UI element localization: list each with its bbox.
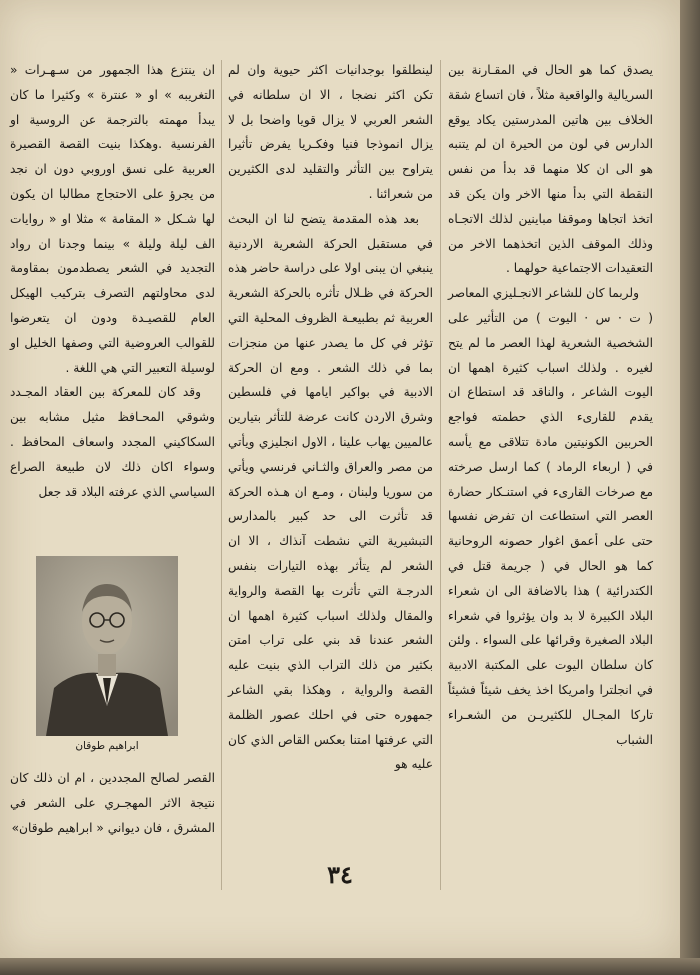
paragraph: القصر لصالح المجددين ، ام ان ذلك كان نتيجة الاثر المهجـري على الشعر في المشرق ، فان ديواني « ابراهيم طوقان» bbox=[10, 771, 215, 835]
paragraph: وقد كان للمعركة بين العقاد المجـدد وشوقي المحـافظ مثيل مشابه بين السكاكيني المجدد واسعاف المحافظ . وسواء اكان ذلك لان طبيعة الصراع السياسي الذي عرفته البلاد قد جعل bbox=[10, 385, 215, 499]
page-edge-bottom bbox=[0, 958, 700, 975]
paragraph: لينطلقوا بوجدانيات اكثر حيوية وان لم تكن اكثر نضجا ، الا ان سلطانه في الشعر العربي لا يزال قويا واضحا بل لا يزال انموذجا فنيا وفكـريا يفرض تأثيرا يتراوح بين التأثر والتقليد لدى الكثيرين من شعرائنا . bbox=[228, 63, 433, 201]
paragraph: ولربما كان للشاعر الانجـليزي المعاصر ( ت · س · اليوت ) من التأثير على الشخصية الشعرية لهذا العصر ما لم يتح لغيره . ولذلك اسباب كثيرة اهمها ان اليوت الشاعر ، والناقد قد استطاع ان يقدم للقارىء الذي حطمته فواجع الحربين الكونيتين مادة تتلاقى مع يأسه في ( اربعاء الرماد ) كما ارسل صرخته مع صرخات القارىء في استنـكار حضارة العصر التي استطاعت ان تفرض نفسها حتى على أعمق اغوار حصونه الروحانية كما هو الحال في ( جريمة قتل في الكتدرائية ) هذا بالاضافة الى ان شعراء البلاد الكبيرة لا بد وان يؤثروا في شعراء البلاد الصغيرة وقرائها على السواء . ولئن كان سلطان اليوت على المكتبة الادبية في انجلترا وامريكا اخذ يخف شيئاً فشيئاً تاركا المجـال للكثيريـن من الشعـراء الشباب bbox=[448, 286, 653, 747]
column-divider bbox=[221, 60, 222, 890]
photo-caption: ابراهيم طوقان bbox=[75, 740, 139, 752]
text-column-right bbox=[448, 58, 653, 752]
page-edge-right bbox=[680, 0, 700, 975]
text-column-left-bottom bbox=[10, 766, 215, 840]
paragraph: بعد هذه المقدمة يتضح لنا ان البحث في مستقبل الحركة الشعرية الاردنية ينبغي ان يبنى اولا على دراسة حاضر هذه الحركة في ظـلال تأثره بالحركة الشعرية العربية ثم بطبيعـة الظروف المحلية التي تؤثر في كل ما يصدر عنها من منجزات بما في ذلك الشعر . ومع ان الحركة الادبية في بواكير ايامها في فلسطين وشرق الاردن كانت عرضة للتأثر بتيارين عالميين يهاب علينا ، الاول انجليزي ويأتي من مصر والعراق والثـاني فرنسي ويأتي من سوريا ولبنان ، ومـع ان هـذه الحركة قد تأثرت الى حد كبير بالمدارس التبشيرية التي نشطت آنذاك ، الا ان الشعر لم يتأثر بهذه التيارات بنفس الدرجـة التي تأثرت بها القصة والرواية والمقال ولذلك اسباب كثيرة اهمها ان الشعر عندنا قد بني على تراب امتن بكثير من ذلك التراب الذي بنيت عليه القصة والرواية ، وهكذا بقي الشاعر جمهوره حتى في احلك عصور الظلمة التي عرفتها امتنا بعكس القاص الذي كان عليه هو bbox=[228, 211, 433, 772]
portrait-photo bbox=[36, 556, 178, 736]
text-column-left bbox=[10, 58, 215, 504]
portrait-photo-icon bbox=[36, 556, 178, 736]
page-number: ٣٤ bbox=[327, 860, 353, 889]
paragraph: يصدق كما هو الحال في المقـارنة بين السريالية والواقعية مثلاً ، فان اتساع شقة الخلاف بين هاتين المدرستين يكاد يوقع الدارس في لون من الحيرة ان لم يتنبه هو الى ان كلا منهما قد بدأ من نفس النقطة التي بدأ منها الاخر وان يكن قد اتخذ اتجاها وموقفا مباينين لذلك الاتجـاه وذلك الموقف الذين اتخذهما الاخر من التعقيدات الاجتماعية حولهما . bbox=[447, 63, 653, 276]
column-divider bbox=[440, 60, 441, 890]
text-column-middle bbox=[228, 58, 433, 777]
paragraph: ان ينتزع هذا الجمهور من سـهـرات « التغريبه » او « عنترة » وكثيرا ما كان يبدأ مهمته بالترجمة عن الروسية او الفرنسية .وهكذا بنيت القصة القصيرة العربية على نسق اوروبي دون ان نجد من يجرؤ على الاحتجاج مطالبا ان يكون لها شـكل « المقامة » مثلا او « روايات الف ليلة وليلة » بينما وجدنا ان رواد التجديد في الشعر يصطدمون بمقاومة لدى محاولتهم التصرف بتركيب الهيكل العام للقصيـدة ودون ان يتعرضوا للقوالب العروضية التي وصفها الخليل او لوسيلة التعبير التي هي اللغة . bbox=[10, 63, 215, 375]
